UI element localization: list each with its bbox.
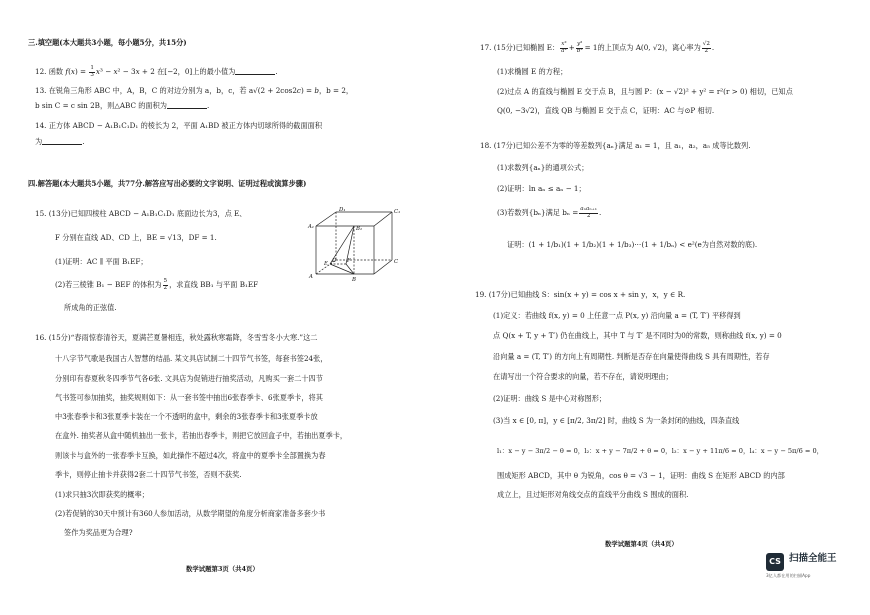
question-16-part1: (1)求只抽3次即获奖的概率； <box>55 490 149 499</box>
question-18-part3: (3)若数列{bₙ}满足 bₙ = $\frac{\text{aₙaₙ₊₁}}{2}$ . <box>497 206 602 219</box>
answer-blank[interactable] <box>42 138 82 145</box>
question-19-part2: (2)证明：曲线 S 是中心对称图形； <box>493 394 607 403</box>
question-16-line11: 签作为奖品更为合理? <box>64 528 133 537</box>
label-A1: A₁ <box>308 224 315 230</box>
section4-heading: 四.解答题(本大题共5小题，共77分.解答应写出必要的文字说明、证明过程或演算步骤) <box>28 179 307 188</box>
scanner-subtitle: 3亿人都在用的扫描App <box>766 573 811 578</box>
section3-heading: 三.填空题(本大题共3小题，每小题5分，共15分) <box>28 38 187 47</box>
question-12: 12. 函数 f(x) = $\frac{1}{3}$ x³ − x² − 3x + 2 在[−2，0]上的最小值为 . <box>35 65 278 78</box>
edge <box>374 212 392 226</box>
label-A: A <box>309 274 313 280</box>
scanner-logo-icon: CS <box>766 553 784 571</box>
question-15-line5: 所成角的正弦值. <box>64 303 117 312</box>
question-18: 18. (17分)已知公差不为零的等差数列{aₙ}满足 a₁ = 1，且 a₁，a₂，a₅ 成等比数列. <box>480 141 751 150</box>
question-15-part2: (2)若三棱锥 B₁ − BEF 的体积为 $\frac{5}{2}$ ，求直线 BB₁ 与平面 B₁EF <box>55 278 259 291</box>
edge <box>316 212 336 226</box>
question-16-line6: 在盒外. 抽奖者从盒中随机抽出一张卡，若抽出春季卡，则把它放回盒子中，若抽出夏季卡， <box>55 431 348 440</box>
question-14-line2: 为 . <box>35 137 85 146</box>
prism-figure <box>306 207 401 286</box>
question-15-part1: (1)证明：AC ∥ 平面 B₁EF； <box>55 257 148 266</box>
right-page <box>435 0 870 615</box>
question-19-line10: 成立上，且过矩形对角线交点的直线平分曲线 S 围成的面积. <box>497 490 689 499</box>
question-19-line9: 围成矩形 ABCD，其中 θ 为锐角，cos θ = √3 − 1，证明：曲线 S 在矩形 ABCD 的内部 <box>497 471 785 480</box>
label-D1: D₁ <box>339 207 346 213</box>
question-19-line3: 点 Q(x + T, y + T′) 仍在曲线上，其中 T 与 T′ 是不同时为0的常数，则称曲线 f(x, y) = 0 <box>493 331 782 340</box>
question-13-line2: b sin C = c sin 2B，则△ABC 的面积为 . <box>35 101 210 110</box>
question-19-lines: l₁：x − y − 3π/2 − θ = 0，l₂：x + y − 7π/2 + θ = 0，l₃：x − y + 11π/6 = 0，l₄：x − y − 5π/6 = 0， <box>497 447 824 455</box>
label-B: B <box>352 277 356 283</box>
question-16-line8: 季卡，则停止抽卡并获得2套二十四节气书签，否则不获奖. <box>55 470 242 479</box>
question-19-part3: (3)当 x ∈ [0, π]，y ∈ [π/2, 3π/2] 时，曲线 S 为一条封闭的曲线，四条直线 <box>493 416 740 425</box>
question-18-part1: (1)求数列{aₙ}的通项公式； <box>497 163 589 172</box>
scanner-title: 扫描全能王 <box>789 553 837 564</box>
question-16: 16. (15分)“春雨惊春清谷天，夏满芒夏暑相连，秋处露秋寒霜降，冬雪雪冬小大寒.”这二 <box>35 333 318 342</box>
label-B1: B₁ <box>356 226 363 232</box>
question-15: 15. (13分)已知四棱柱 ABCD − A₁B₁C₁D₁ 底面边长为3，点 E、 <box>35 209 247 218</box>
question-19-part1: (1)定义：若曲线 f(x, y) = 0 上任意一点 P(x, y) 沿向量 a = (T, T′) 平移得到 <box>493 311 741 320</box>
answer-blank[interactable] <box>167 102 207 109</box>
answer-blank[interactable] <box>235 68 275 75</box>
question-16-line7: 则该卡与盒外的一张春季卡互换，如此操作不超过4次，将盒中的夏季卡全部置换为春 <box>55 451 326 460</box>
page-footer: 数学试题第3页（共4页） <box>186 565 259 573</box>
question-16-line5: 中3张春季卡和3张夏季卡装在一个不透明的盒中，剩余的3张春季卡和3张夏季卡放 <box>55 412 318 421</box>
label-E: E <box>324 261 328 267</box>
question-14: 14. 正方体 ABCD − A₁B₁C₁D₁ 的棱长为 2，平面 A₁BD 被正方体内切球所得的截面面积 <box>35 121 323 130</box>
question-17-line4: Q(0, −3√2)，直线 QB 与椭圆 E 交于点 C，证明：AC 与⊙P 相切. <box>497 106 715 115</box>
question-13: 13. 在锐角三角形 ABC 中，A，B，C 的对边分别为 a，b，c，若 a√(2 + 2cos2c) = b，b = 2， <box>35 86 354 95</box>
label-C1: C₁ <box>394 209 401 215</box>
scanner-watermark <box>764 550 870 580</box>
page-footer: 数学试题第4页（共4页） <box>605 540 678 548</box>
question-18-part2: (2)证明：ln aₙ ≤ aₙ − 1； <box>497 184 586 193</box>
question-19-line5: 在请写出一个符合要求的向量，若不存在，请说明理由； <box>493 372 673 381</box>
question-17-part2: (2)过点 A 的直线与椭圆 E 交于点 B，且与圆 P：(x − √2)² + y² = r²(r > 0) 相切，已知点 <box>497 87 793 96</box>
question-19: 19. (17分)已知曲线 S：sin(x + y) = cos x + sin y，x，y ∈ R. <box>475 290 686 299</box>
question-16-line3: 分别印有春夏秋冬四季节气各6张. 文具店为促销进行抽奖活动，凡购买一套二十四节 <box>55 374 323 383</box>
question-19-line4: 沿向量 a = (T, T′) 的方向上有周期性. 判断是否存在向量使得曲线 S 具有周期性，若存 <box>493 352 770 361</box>
question-16-line4: 气书签可参加抽奖，抽奖规则如下：从一套书签中抽出6张春季卡、6张夏季卡，将其 <box>55 393 323 402</box>
question-18-proof: 证明：(1 + 1/b₁)(1 + 1/b₂)(1 + 1/b₃)⋯(1 + 1/bₙ) < e²(e为自然对数的底). <box>507 240 758 249</box>
question-15-line2: F 分别在直线 AD、CD 上，BE = √13，DF = 1. <box>55 233 217 242</box>
label-D: D <box>332 258 337 264</box>
label-C: C <box>394 259 399 265</box>
edge <box>374 260 392 274</box>
question-16-part2: (2)若促销的30天中预计有360人参加活动，从数学期望的角度分析商家准备多套少书 <box>55 509 326 518</box>
question-17-part1: (1)求椭圆 E 的方程； <box>497 67 568 76</box>
label-F: F <box>347 258 351 264</box>
question-16-line2: 十八字节气歌是我国古人智慧的结晶. 某文具店试制二十四节气书签，每套书签24张， <box>55 354 328 363</box>
question-17: 17. (15分)已知椭圆 E： $\frac{\text{x²}}{\text{a²}}$ + $\frac{\text{y²}}{\text{b²}}$ = 1的上顶点为 A(0, √2)，离心率为 $\frac{√2}{2}$ . <box>480 41 715 54</box>
